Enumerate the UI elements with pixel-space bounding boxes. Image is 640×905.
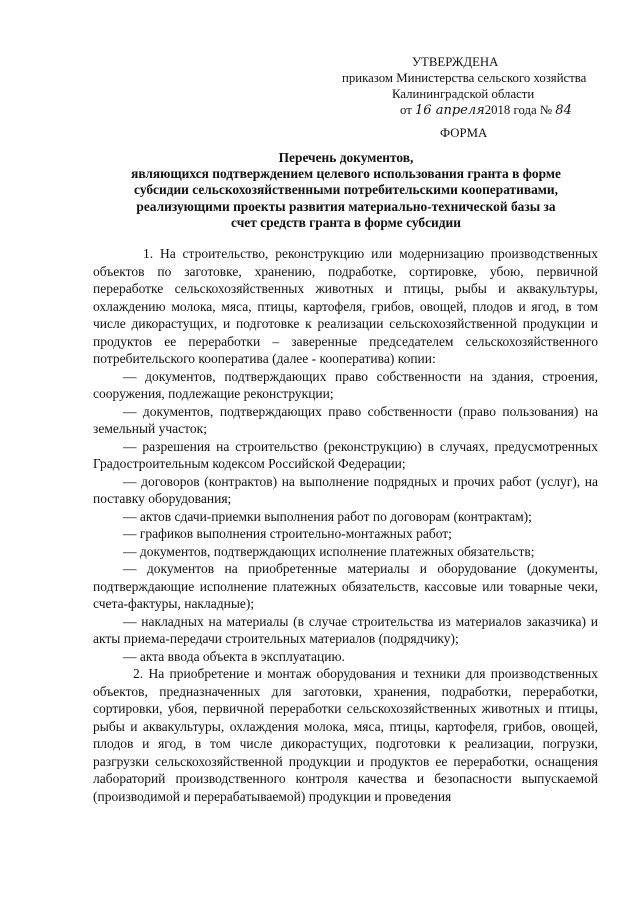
approval-order-line: приказом Министерства сельского хозяйства xyxy=(342,71,587,85)
list-item: — документов, подтверждающих исполнение платежных обязательств; xyxy=(123,543,535,559)
title-line: счет средств гранта в форме субсидии xyxy=(231,214,461,230)
approval-date-line xyxy=(330,102,620,119)
approval-block xyxy=(330,54,620,119)
list-item: — договоров (контрактов) на выполнение подрядных и прочих работ (услуг), на поставку оборудования; xyxy=(93,473,598,506)
title-line: реализующими проекты развития материально-технической базы за xyxy=(136,198,556,214)
document-title xyxy=(96,150,596,231)
approval-title: УТВЕРЖДЕНА xyxy=(412,55,499,69)
list-item: — графиков выполнения строительно-монтажных работ; xyxy=(123,526,452,541)
list-item: — актов сдачи-приемки выполнения работ по договорам (контрактам); xyxy=(123,508,532,524)
list-item: — документов на приобретенные материалы и оборудование (документы, подтверждающие исполнение платежных обязательств, кассовые или товарные чеки, счета-фактуры, накладные); xyxy=(93,561,598,611)
section-1-intro: 1. На строительство, реконструкцию или модернизацию производственных объектов по заготовке, хранению, подработке, сортировке, убою, первичной переработке сельскохозяйственных животных и птицы, рыбы и аквакультуры, охлаждению молока, мяса, птицы, картофеля, грибов, овощей, плодов и ягод, в том числе дикорастущих, и подготовке к реализации сельскохозяйственной продукции и продуктов ее переработки – заверенные председателем сельскохозяйственного потребительского кооператива (далее - кооператива) копии: xyxy=(93,246,598,366)
title-line: являющихся подтверждением целевого использования гранта в форме xyxy=(131,166,561,182)
date-suffix: 2018 года № xyxy=(484,103,553,117)
list-item: — акта ввода объекта в эксплуатацию. xyxy=(123,648,345,664)
handwritten-date: 16 апреля xyxy=(415,103,485,118)
form-label: ФОРМА xyxy=(440,126,488,140)
list-item: — документов, подтверждающих право собственности на здания, строения, сооружения, подлежащие реконструкции; xyxy=(93,368,598,401)
handwritten-number: 84 xyxy=(555,103,572,118)
date-prefix: от xyxy=(400,103,412,117)
list-item: — разрешения на строительство (реконструкцию) в случаях, предусмотренных Градостроительным кодексом Российской Федерации; xyxy=(93,438,598,471)
approval-region-line: Калининградской области xyxy=(392,87,535,101)
section-2-text: 2. На приобретение и монтаж оборудования и техники для производственных объектов, предназначенных для заготовки, хранения, подработки, переработки, сортировки, убоя, первичной переработки сельскохозяйственных животных и птицы, рыбы и аквакультуры, охлаждения молока, мяса, птицы, картофеля, грибов, овощей, плодов и ягод, в том числе дикорастущих, подготовки к реализации, погрузки, разгрузки сельскохозяйственной продукции и продуктов ее переработки, оснащения лабораторий производственного контроля качества и безопасности выпускаемой (производимой и перерабатываемой) продукции и проведения xyxy=(93,666,598,804)
document-body xyxy=(93,245,598,805)
title-line: субсидии сельскохозяйственными потребительскими кооперативами, xyxy=(134,182,558,198)
list-item: — документов, подтверждающих право собственности (право пользования) на земельный участок; xyxy=(93,403,598,436)
list-item: — накладных на материалы (в случае строительства из материалов заказчика) и акты приема-передачи строительных материалов (подрядчику); xyxy=(93,613,598,646)
title-line: Перечень документов, xyxy=(278,150,414,165)
